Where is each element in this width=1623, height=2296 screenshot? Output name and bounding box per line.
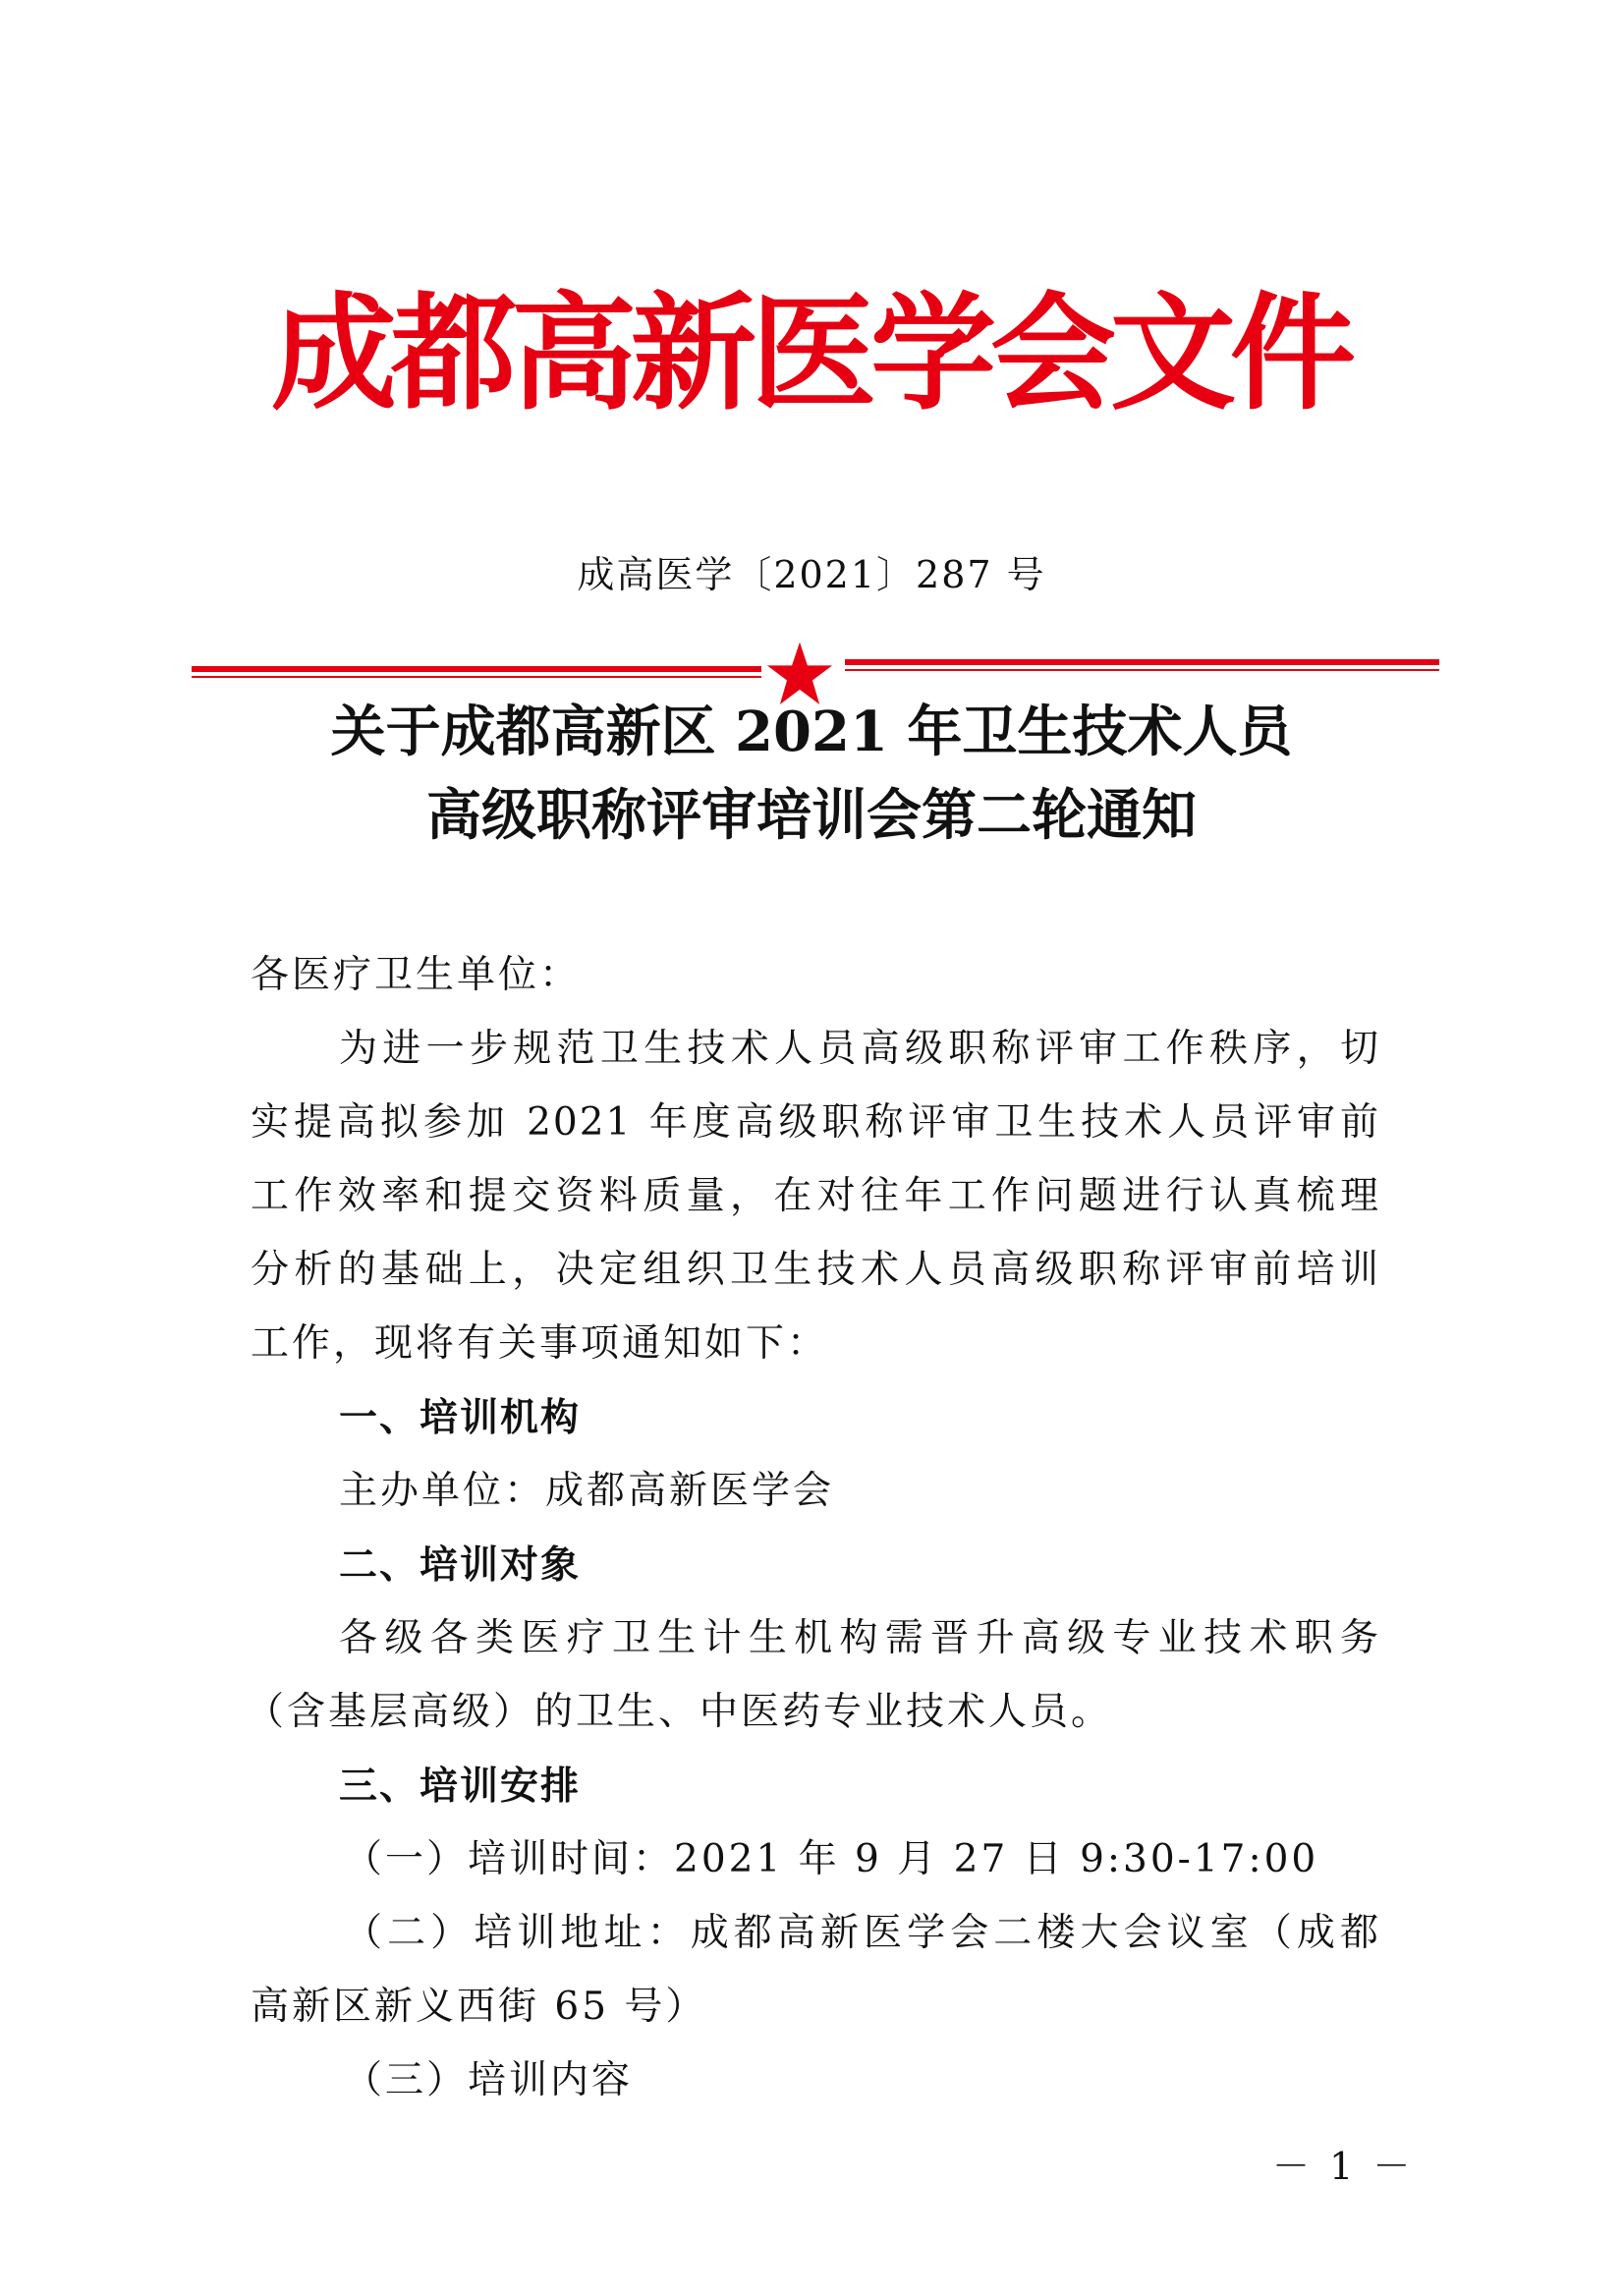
section-2-heading: 二、培训对象: [339, 1542, 582, 1588]
intro-line-4: 分析的基础上，决定组织卫生技术人员高级职称评审前培训: [251, 1248, 1380, 1292]
red-rule-right: [845, 648, 1439, 688]
section-1-text: 主办单位：成都高新医学会: [339, 1469, 835, 1513]
page-number: － 1 －: [1272, 2145, 1415, 2188]
section-3-item-1: （一）培训时间：2021 年 9 月 27 日 9:30-17:00: [344, 1837, 1319, 1881]
intro-line-1: 为进一步规范卫生技术人员高级职称评审工作秩序，切: [339, 1027, 1380, 1071]
section-3-heading: 三、培训安排: [339, 1764, 582, 1809]
salutation: 各医疗卫生单位：: [251, 953, 582, 997]
masthead-title: 成都高新医学会文件: [270, 280, 1350, 427]
intro-line-2: 实提高拟参加 2021 年度高级职称评审卫生技术人员评审前: [251, 1100, 1380, 1145]
section-2-line-1: 各级各类医疗卫生计生机构需晋升高级专业技术职务: [339, 1616, 1380, 1660]
intro-line-5: 工作，现将有关事项通知如下：: [251, 1321, 829, 1366]
section-3-item-2-line-1: （二）培训地址：成都高新医学会二楼大会议室（成都: [344, 1911, 1380, 1955]
notice-title-line-2: 高级职称评审培训会第二轮通知: [426, 783, 1197, 848]
red-rule-left: [192, 648, 761, 688]
section-3-item-3: （三）培训内容: [344, 2058, 634, 2102]
section-2-line-2: （含基层高级）的卫生、中医药专业技术人员。: [246, 1690, 1113, 1734]
intro-line-3: 工作效率和提交资料质量，在对往年工作问题进行认真梳理: [251, 1174, 1380, 1218]
notice-title-line-1: 关于成都高新区 2021 年卫生技术人员: [330, 700, 1293, 764]
section-3-item-2-line-2: 高新区新义西街 65 号）: [251, 1985, 707, 2029]
section-1-heading: 一、培训机构: [339, 1395, 582, 1440]
document-number: 成高医学〔2021〕287 号: [577, 553, 1046, 596]
